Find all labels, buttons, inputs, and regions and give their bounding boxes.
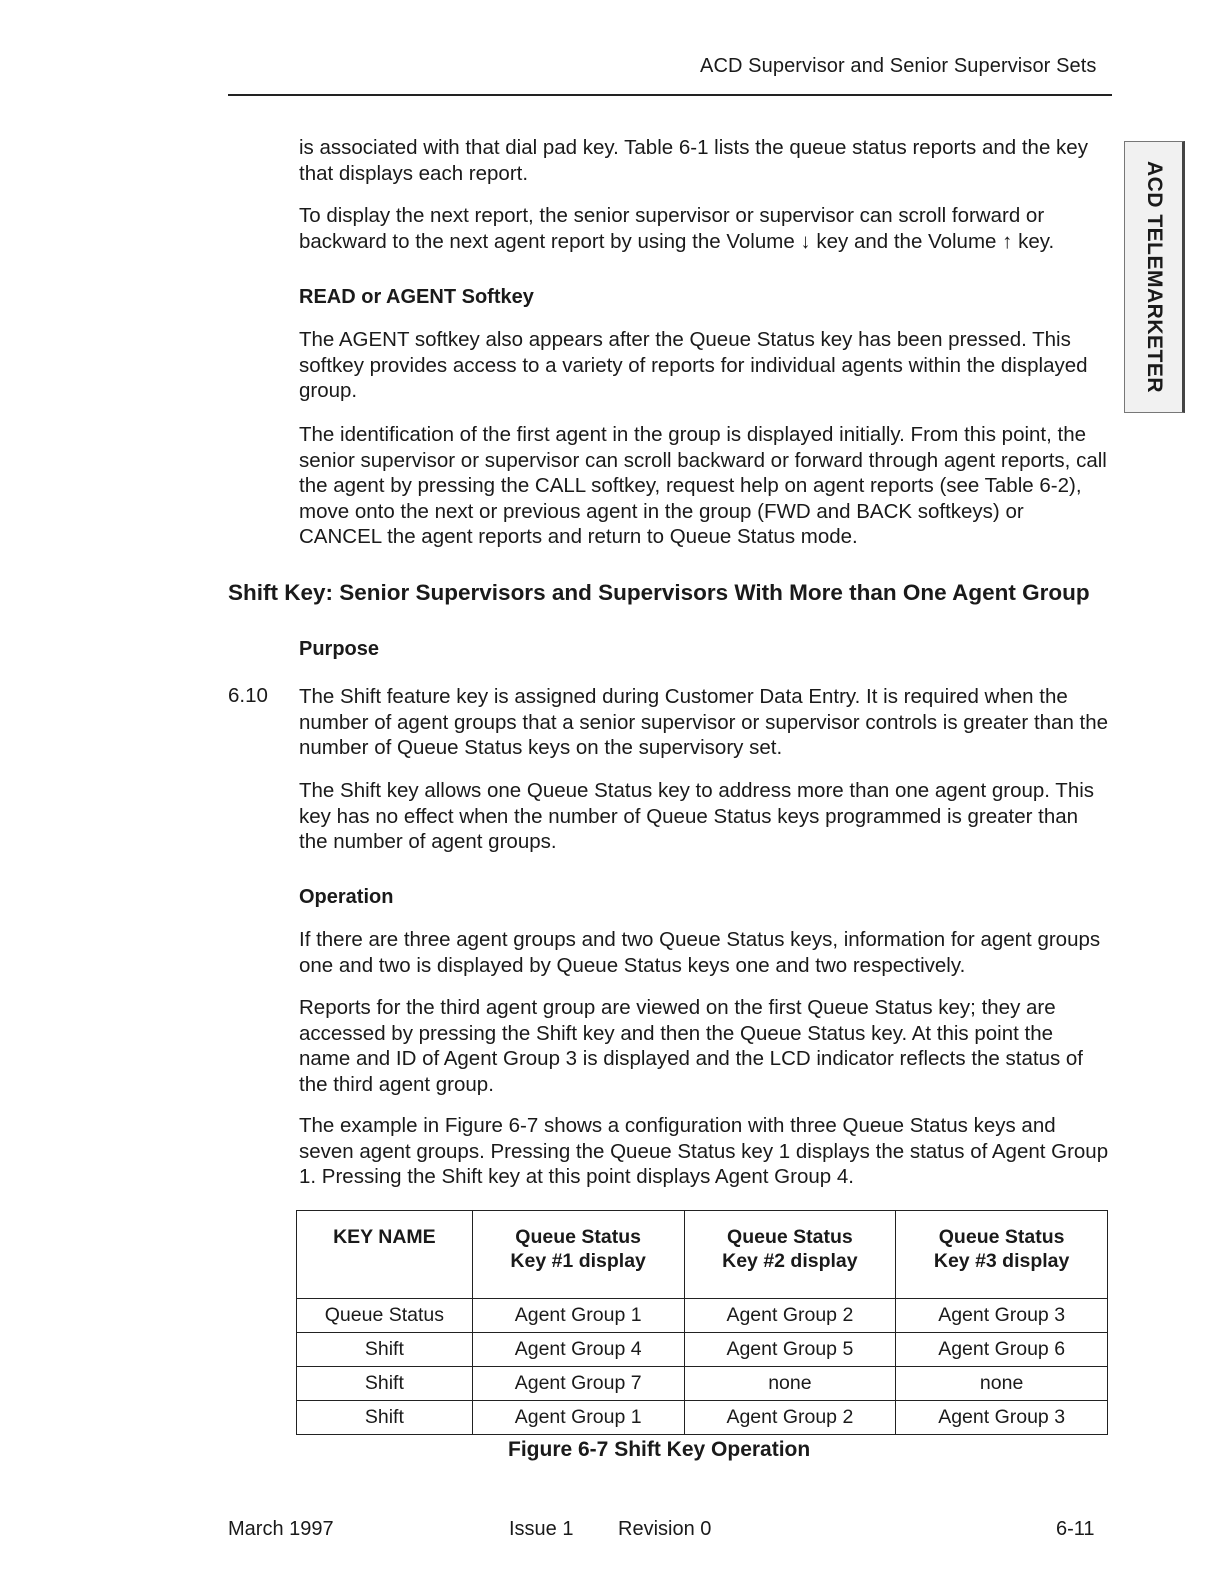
table-cell: Agent Group 5 — [684, 1333, 896, 1367]
body-paragraph: is associated with that dial pad key. Table 6-1 lists the queue status reports and the key that displays each report. — [299, 136, 1088, 185]
footer-date: March 1997 — [228, 1518, 334, 1540]
paragraph-table-reference — [299, 135, 1109, 186]
table-cell: Agent Group 2 — [684, 1401, 896, 1435]
footer-revision: Revision 0 — [618, 1518, 712, 1540]
header-line: Queue Status — [515, 1226, 641, 1248]
header-key3-display — [896, 1211, 1108, 1299]
paragraph-shift-effect — [299, 778, 1109, 855]
body-paragraph: The example in Figure 6-7 shows a configuration with three Queue Status keys and seven agent groups. Pressing the Queue Status key 1 displays the status of Agent Group 1. Pressing the Shift key at this point displays Agent Group 4. — [299, 1114, 1109, 1188]
header-key1-display — [472, 1211, 684, 1299]
body-paragraph: The identification of the first agent in the group is displayed initially. From this point, the senior supervisor or supervisor can scroll backward or forward through agent reports, call the agent by pressing the CALL softkey, request help on agent reports (see Table 6-2), move onto the next or previous agent in the group (FWD and BACK softkeys) or CANCEL the agent reports and return to Queue Status mode. — [299, 423, 1107, 548]
footer-issue: Issue 1 — [509, 1518, 574, 1540]
table-row — [297, 1401, 1108, 1435]
table-cell: none — [684, 1367, 896, 1401]
table-cell: Agent Group 1 — [472, 1299, 684, 1333]
table-cell: Shift — [297, 1367, 473, 1401]
paragraph-operation-example — [299, 927, 1109, 978]
header-key-name — [297, 1211, 473, 1299]
header-key2-display — [684, 1211, 896, 1299]
running-header: ACD Supervisor and Senior Supervisor Sets — [700, 55, 1097, 77]
paragraph-scroll — [299, 203, 1109, 254]
subheading-operation: Operation — [299, 886, 394, 908]
side-tab-label: ACD TELEMARKETER — [1142, 161, 1166, 393]
table-cell: Agent Group 3 — [896, 1299, 1108, 1333]
body-paragraph: If there are three agent groups and two Queue Status keys, information for agent groups one and two is displayed by Queue Status keys one and two respectively. — [299, 928, 1101, 977]
table-header-row — [297, 1211, 1108, 1299]
table-row — [297, 1333, 1108, 1367]
subheading-purpose: Purpose — [299, 638, 380, 660]
paragraph-agent-identification — [299, 422, 1109, 550]
section-heading: Shift Key: Senior Supervisors and Supervisors With More than One Agent Group — [228, 580, 1090, 605]
table-cell: Agent Group 7 — [472, 1367, 684, 1401]
shift-key-table — [296, 1210, 1108, 1435]
footer-page-number: 6-11 — [1056, 1518, 1095, 1540]
table-cell: Agent Group 1 — [472, 1401, 684, 1435]
table-cell: Shift — [297, 1333, 473, 1367]
header-line: Queue Status — [727, 1226, 853, 1248]
body-paragraph: The AGENT softkey also appears after the Queue Status key has been pressed. This softkey provides access to a variety of reports for individual agents within the displayed group. — [299, 328, 1088, 402]
subheading-read-agent-softkey: READ or AGENT Softkey — [299, 286, 534, 308]
table-cell: Queue Status — [297, 1299, 473, 1333]
header-line: KEY NAME — [333, 1226, 436, 1248]
table-cell: none — [896, 1367, 1108, 1401]
paragraph-third-group — [299, 995, 1109, 1097]
section-side-tab — [1124, 141, 1185, 413]
paragraph-agent-softkey — [299, 327, 1109, 404]
paragraph-number: 6.10 — [228, 684, 268, 707]
header-line: Key #2 display — [722, 1250, 858, 1272]
table-row — [297, 1367, 1108, 1401]
body-paragraph: The Shift key allows one Queue Status key to address more than one agent group. This key has no effect when the number of Queue Status keys programmed is greater than the number of agent groups. — [299, 779, 1095, 853]
body-paragraph: The Shift feature key is assigned during Customer Data Entry. It is required when the number of agent groups that a senior supervisor or supervisor controls is greater than the number of Queue Status keys on the supervisory set. — [299, 685, 1109, 759]
table-cell: Agent Group 4 — [472, 1333, 684, 1367]
table-cell: Agent Group 3 — [896, 1401, 1108, 1435]
header-line: Key #1 display — [510, 1250, 646, 1272]
header-line: Queue Status — [938, 1226, 1065, 1248]
table-cell: Agent Group 2 — [684, 1299, 896, 1333]
table-cell: Agent Group 6 — [896, 1333, 1108, 1367]
paragraph-figure-example — [299, 1113, 1109, 1190]
header-rule — [228, 94, 1112, 96]
header-line: Key #3 display — [933, 1250, 1070, 1272]
figure-caption: Figure 6-7 Shift Key Operation — [508, 1438, 811, 1461]
body-paragraph: To display the next report, the senior supervisor or supervisor can scroll forward or backward to the next agent report by using the Volume ↓ key and the Volume ↑ key. — [299, 204, 1055, 253]
paragraph-shift-purpose — [299, 684, 1109, 761]
body-paragraph: Reports for the third agent group are viewed on the first Queue Status key; they are accessed by pressing the Shift key and then the Queue Status key. At this point the name and ID of Agent Group 3 is displayed and the LCD indicator reflects the status of the third agent group. — [299, 996, 1084, 1096]
table-row — [297, 1299, 1108, 1333]
table-cell: Shift — [297, 1401, 473, 1435]
